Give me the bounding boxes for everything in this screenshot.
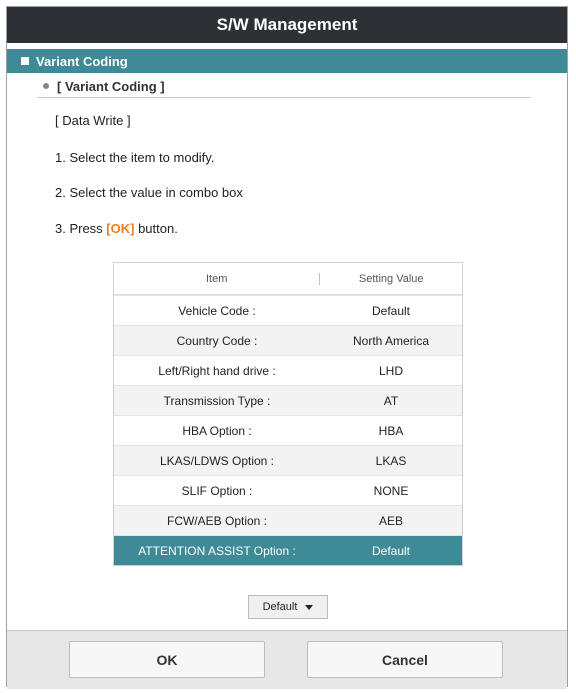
- column-header-item: Item: [114, 273, 320, 285]
- row-setting-value: NONE: [373, 483, 409, 498]
- row-item-label: SLIF Option :: [181, 483, 253, 498]
- combo-selected-value: Default: [262, 601, 298, 613]
- row-setting-value: AEB: [378, 513, 403, 528]
- instruction-step-3: [55, 221, 178, 236]
- section-title: Variant Coding: [36, 53, 128, 69]
- subsection-header: [37, 75, 531, 98]
- dropdown-arrow-icon: [305, 605, 313, 610]
- instruction-step-1: 1. Select the item to modify.: [55, 150, 215, 165]
- table-row[interactable]: [114, 415, 462, 445]
- value-combo-box[interactable]: [248, 595, 328, 619]
- window-title: S/W Management: [7, 7, 567, 43]
- row-item-label: Vehicle Code :: [178, 303, 256, 318]
- row-item-label: HBA Option :: [182, 423, 252, 438]
- table-row[interactable]: [114, 445, 462, 475]
- row-setting-value: Default: [371, 543, 411, 558]
- row-setting-value: HBA: [378, 423, 404, 438]
- step3-prefix: 3. Press: [55, 221, 107, 236]
- table-body: [114, 295, 462, 565]
- section-header-variant-coding: [7, 49, 567, 73]
- table-header: [114, 263, 462, 295]
- button-footer: [7, 630, 567, 689]
- step3-suffix: button.: [134, 221, 178, 236]
- row-item-label: LKAS/LDWS Option :: [159, 453, 275, 468]
- table-row[interactable]: [114, 355, 462, 385]
- table-row[interactable]: [114, 325, 462, 355]
- variant-coding-table: [113, 262, 463, 566]
- row-item-label: Country Code :: [176, 333, 258, 348]
- table-row[interactable]: [114, 505, 462, 535]
- sw-management-window: [6, 6, 568, 687]
- ok-button[interactable]: OK: [69, 641, 265, 678]
- row-setting-value: AT: [383, 393, 399, 408]
- table-row[interactable]: [114, 535, 462, 565]
- table-row[interactable]: [114, 385, 462, 415]
- instruction-step-2: 2. Select the value in combo box: [55, 185, 243, 200]
- row-item-label: ATTENTION ASSIST Option :: [138, 543, 296, 558]
- subsection-title: [ Variant Coding ]: [57, 78, 165, 94]
- row-item-label: Left/Right hand drive :: [158, 363, 276, 378]
- cancel-button[interactable]: Cancel: [307, 641, 503, 678]
- column-header-setting-value: Setting Value: [358, 272, 424, 285]
- row-setting-value: North America: [352, 333, 430, 348]
- row-item-label: FCW/AEB Option :: [166, 513, 268, 528]
- row-setting-value: Default: [371, 303, 411, 318]
- ok-keyword: [OK]: [106, 221, 135, 236]
- row-setting-value: LKAS: [375, 453, 407, 468]
- dot-bullet-icon: [43, 83, 49, 89]
- row-item-label: Transmission Type :: [163, 393, 271, 408]
- table-row[interactable]: [114, 475, 462, 505]
- table-row[interactable]: [114, 295, 462, 325]
- row-setting-value: LHD: [378, 363, 403, 378]
- instructions-heading: [ Data Write ]: [55, 113, 131, 128]
- square-bullet-icon: [21, 57, 29, 65]
